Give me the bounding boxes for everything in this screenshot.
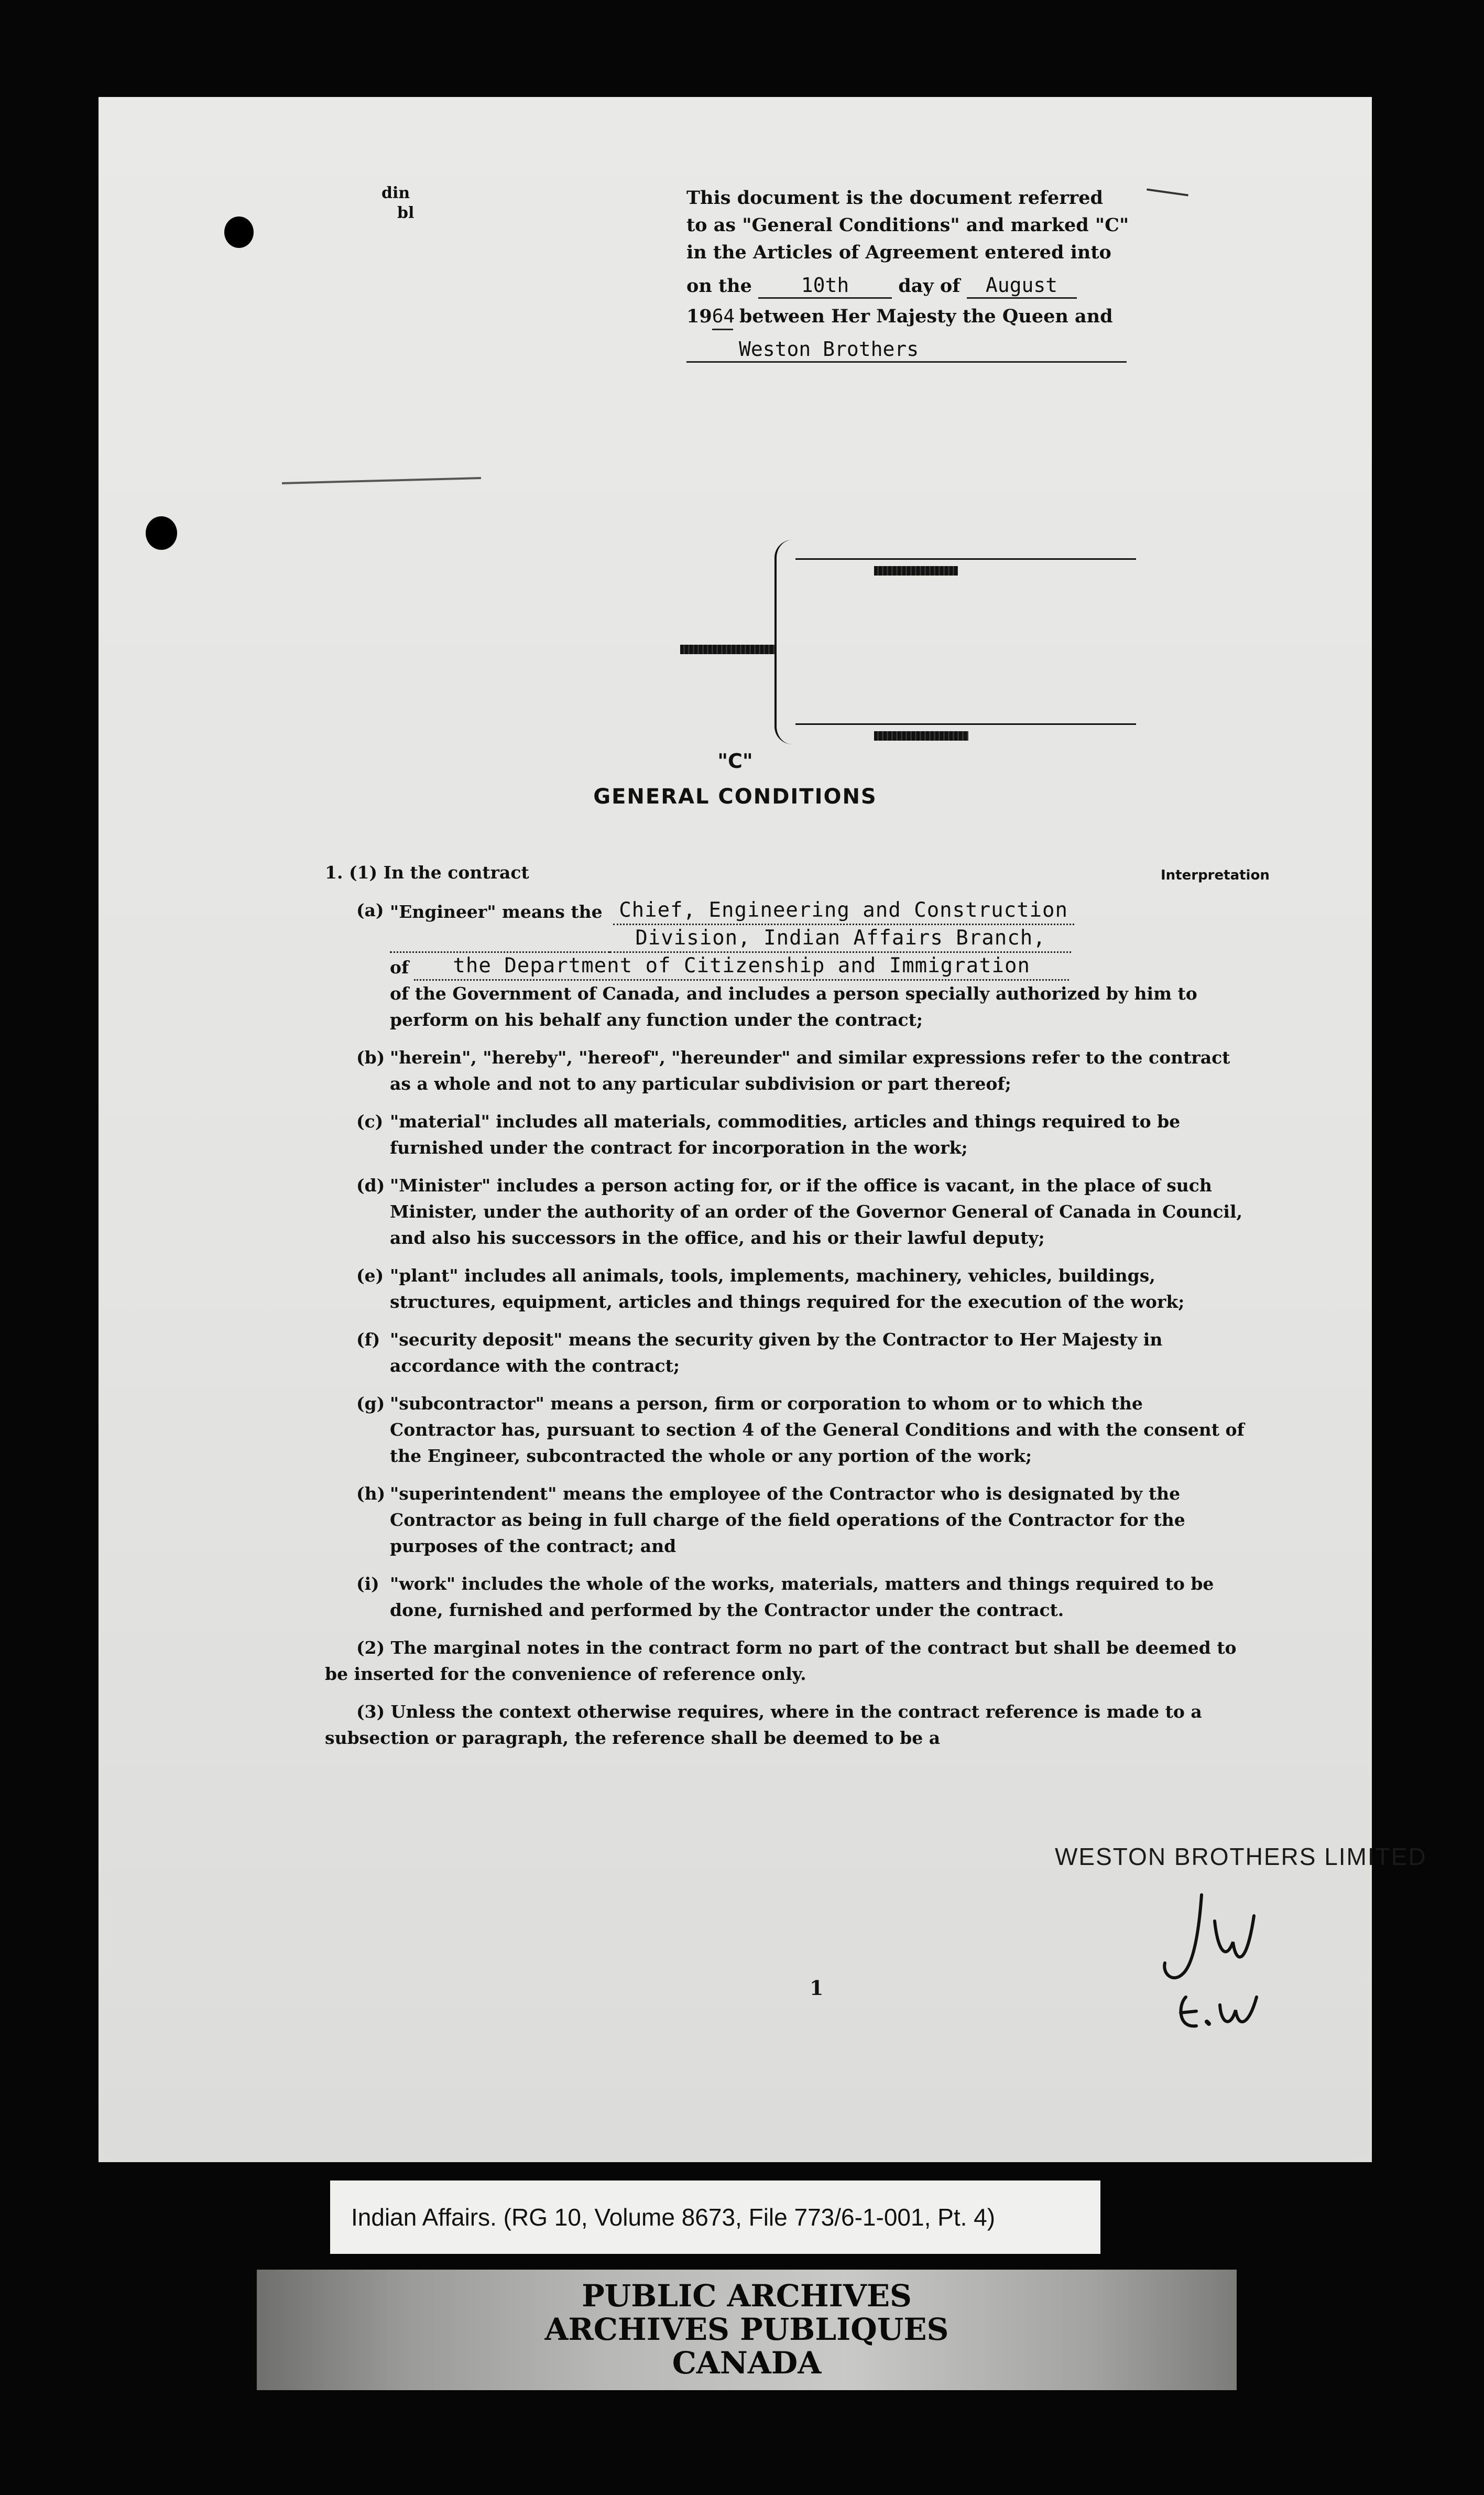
clause-text-lead: "Engineer" means the xyxy=(390,902,603,922)
archives-line: ARCHIVES PUBLIQUES xyxy=(544,2312,949,2347)
corner-fragment: din bl xyxy=(381,184,414,222)
clause-label: (h) xyxy=(356,1483,386,1504)
handwritten-signature xyxy=(1152,1884,1293,2042)
typed-entry: Division, Indian Affairs Branch, xyxy=(610,925,1071,953)
clause-label: (d) xyxy=(356,1175,385,1196)
clause-label: (a) xyxy=(356,900,384,920)
dotted-blank xyxy=(390,929,610,953)
redacted-mark xyxy=(874,731,968,741)
punch-hole-mark xyxy=(224,216,254,248)
clause-text-of: of xyxy=(390,957,409,978)
archives-line: PUBLIC ARCHIVES xyxy=(582,2278,912,2314)
reference-line: to as "General Conditions" and marked "C" xyxy=(686,214,1129,236)
typed-entry: Chief, Engineering and Construction xyxy=(613,897,1074,925)
stray-mark xyxy=(282,477,481,484)
date-label: day of xyxy=(898,275,961,297)
clause-label: (b) xyxy=(356,1047,385,1068)
margin-note: Interpretation xyxy=(1161,867,1270,883)
clause-text: "Minister" includes a person acting for, or if the office is vacant, in the place of such Minister, under the authority of an order of the Governor General of Canada in Council, and also his successors in the office, and his or their lawful deputy; xyxy=(390,1175,1242,1248)
page-number: 1 xyxy=(810,1976,824,2000)
clause-intro: 1. (1) In the contract xyxy=(325,862,529,883)
reference-block xyxy=(686,185,1137,364)
clause-f xyxy=(325,1327,1247,1379)
signature-line xyxy=(795,723,1136,725)
clause-h xyxy=(325,1481,1247,1559)
clause-label: (i) xyxy=(356,1574,379,1594)
clause-text: "subcontractor" means a person, firm or corporation to whom or to which the Contractor has, pursuant to section 4 of the General Conditions and with the consent of the Engineer, subcontracted the whole or any portion of the work; xyxy=(390,1393,1245,1466)
month-field: August xyxy=(967,273,1077,299)
party-field: Weston Brothers xyxy=(686,337,1127,363)
date-label: on the xyxy=(686,275,752,297)
archives-line: CANADA xyxy=(672,2345,822,2381)
archive-reference-text: Indian Affairs. (RG 10, Volume 8673, File 773/6-1-001, Pt. 4) xyxy=(351,2204,996,2231)
year-row xyxy=(686,303,1137,330)
clause-i xyxy=(325,1571,1247,1623)
conditions-body xyxy=(325,860,1247,1763)
clause-c xyxy=(325,1109,1247,1161)
clause-g xyxy=(325,1391,1247,1469)
archive-reference-label xyxy=(330,2181,1100,2254)
archives-banner-text xyxy=(257,2279,1237,2380)
year-field: 64 xyxy=(712,305,733,330)
clause-d xyxy=(325,1173,1247,1251)
schedule-mark: "C" xyxy=(717,750,753,773)
clause-text: "herein", "hereby", "hereof", "hereunder" and similar expressions refer to the contract as a whole and not to any particular subdivision or part thereof; xyxy=(390,1047,1230,1094)
date-row xyxy=(686,273,1137,300)
signature-brace xyxy=(774,540,792,744)
clause-text: "plant" includes all animals, tools, implements, machinery, vehicles, buildings, structures, equipment, articles and things required for the execution of the work; xyxy=(390,1265,1185,1312)
clause-label: (e) xyxy=(356,1265,384,1286)
clause-text: "material" includes all materials, commodities, articles and things required to be furnished under the contract for incorporation in the work; xyxy=(390,1111,1181,1158)
punch-hole-mark xyxy=(146,516,177,550)
redacted-mark xyxy=(874,566,958,576)
archives-banner xyxy=(257,2270,1237,2390)
company-stamp: WESTON BROTHERS LIMITED xyxy=(1055,1843,1427,1870)
signature-line xyxy=(795,558,1136,560)
clause-a xyxy=(325,897,1247,1033)
document-page xyxy=(99,97,1427,2162)
year-prefix: 19 xyxy=(686,306,712,327)
subsection-3: (3) Unless the context otherwise requires, where in the contract reference is made to a subsection or paragraph, the reference shall be deemed to be a xyxy=(325,1701,1202,1748)
subsection-2: (2) The marginal notes in the contract form no part of the contract but shall be deemed to be inserted for the convenience of reference only. xyxy=(325,1637,1237,1684)
typed-entry: the Department of Citizenship and Immigration xyxy=(414,953,1069,981)
stray-mark xyxy=(1147,188,1188,196)
clause-label: (g) xyxy=(356,1393,385,1414)
page-title: GENERAL CONDITIONS xyxy=(593,785,877,809)
clause-text: "superintendent" means the employee of the Contractor who is designated by the Contractor as being in full charge of the field operations of the Contractor for the purposes of the contract; and xyxy=(390,1483,1185,1556)
clause-text: "security deposit" means the security given by the Contractor to Her Majesty in accordance with the contract; xyxy=(390,1329,1163,1376)
clause-text: "work" includes the whole of the works, materials, matters and things required to be done, furnished and performed by the Contractor under the contract. xyxy=(390,1574,1214,1620)
party-row xyxy=(686,337,1137,364)
reference-line: This document is the document referred xyxy=(686,187,1103,209)
clause-label: (c) xyxy=(356,1111,384,1132)
clause-text-rest: of the Government of Canada, and includes a person specially authorized by him to perform on his behalf any function under the contract; xyxy=(390,983,1197,1030)
clause-label: (f) xyxy=(356,1329,380,1350)
clause-text xyxy=(390,897,1247,1033)
between-text: between Her Majesty the Queen and xyxy=(739,306,1113,327)
redacted-mark xyxy=(680,645,774,654)
reference-line: in the Articles of Agreement entered into xyxy=(686,242,1111,263)
day-field: 10th xyxy=(758,273,892,299)
clause-b xyxy=(325,1045,1247,1097)
clause-e xyxy=(325,1263,1247,1315)
